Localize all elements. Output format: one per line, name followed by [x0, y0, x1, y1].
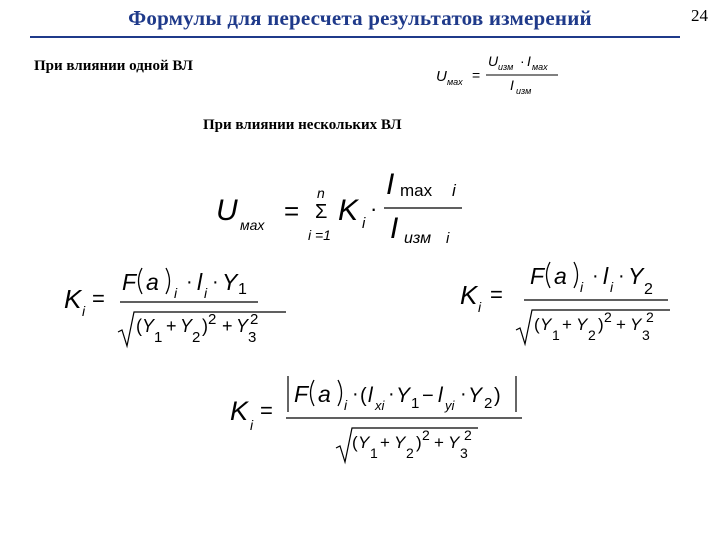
svg-text:yi: yi	[445, 398, 455, 413]
svg-text:): )	[202, 316, 208, 336]
svg-text:·: ·	[212, 271, 219, 293]
svg-text:мах: мах	[447, 77, 463, 87]
svg-text:U: U	[488, 53, 499, 69]
svg-text:K: K	[64, 284, 82, 314]
svg-text:n: n	[317, 185, 325, 201]
svg-text:1: 1	[154, 329, 163, 346]
formula-k-variant-3	[226, 370, 536, 470]
label-multiple-lines: При влиянии нескольких ВЛ	[203, 117, 402, 133]
svg-text:(: (	[534, 315, 540, 334]
svg-text:Y: Y	[448, 433, 460, 452]
svg-text:xi: xi	[375, 398, 385, 413]
svg-text:): )	[416, 433, 422, 452]
svg-text:l: l	[603, 263, 609, 289]
svg-text:+: +	[166, 316, 177, 336]
svg-text:Y: Y	[468, 384, 483, 407]
svg-text:+: +	[222, 316, 233, 336]
svg-text:(: (	[352, 433, 358, 452]
svg-text:·: ·	[460, 383, 467, 405]
formula-k-variant-2	[458, 256, 694, 351]
svg-text:l: l	[197, 269, 203, 295]
svg-text:I: I	[390, 212, 399, 245]
svg-text:): )	[494, 385, 501, 407]
svg-text:a: a	[146, 269, 159, 295]
svg-text:l: l	[438, 384, 443, 407]
svg-text:изм: изм	[498, 62, 514, 72]
svg-text:Y: Y	[396, 384, 411, 407]
svg-text:max: max	[400, 181, 433, 200]
svg-text:·: ·	[618, 265, 625, 287]
svg-text:−: −	[422, 385, 434, 407]
page-number: 24	[691, 6, 708, 25]
svg-text:F: F	[294, 381, 309, 407]
svg-text:i: i	[204, 285, 208, 301]
svg-text:Y: Y	[180, 316, 193, 336]
svg-text:): )	[598, 315, 604, 334]
svg-text:2: 2	[646, 309, 654, 325]
svg-text:i: i	[446, 230, 450, 247]
svg-text:F: F	[122, 269, 137, 295]
svg-text:2: 2	[422, 427, 430, 443]
svg-text:i: i	[478, 299, 482, 315]
svg-text:I: I	[527, 53, 531, 69]
svg-text:a: a	[318, 381, 331, 407]
svg-text:=: =	[472, 67, 481, 83]
title-underline	[30, 36, 680, 38]
svg-text:(: (	[360, 385, 367, 407]
svg-text:i: i	[344, 397, 348, 413]
svg-text:a: a	[554, 263, 567, 289]
svg-text:Y: Y	[540, 315, 552, 334]
svg-text:2: 2	[406, 445, 414, 461]
svg-text:·: ·	[592, 265, 599, 287]
svg-text:·: ·	[388, 383, 395, 405]
svg-text:2: 2	[588, 327, 596, 343]
svg-text:(: (	[136, 316, 142, 336]
svg-text:Y: Y	[236, 316, 249, 336]
svg-text:изм: изм	[404, 230, 432, 247]
svg-text:+: +	[380, 433, 390, 452]
svg-text:i: i	[452, 181, 456, 200]
svg-text:мах: мах	[240, 217, 265, 233]
svg-text:2: 2	[484, 395, 493, 412]
formula-multiple-lines	[210, 160, 480, 250]
svg-text:=: =	[92, 286, 105, 311]
svg-text:I: I	[386, 168, 395, 201]
svg-text:U: U	[436, 68, 447, 85]
svg-text:2: 2	[644, 281, 653, 298]
svg-text:мах: мах	[532, 62, 548, 72]
label-single-line: При влиянии одной ВЛ	[34, 58, 193, 74]
svg-text:i: i	[174, 285, 178, 301]
svg-text:K: K	[338, 194, 359, 227]
svg-text:1: 1	[238, 281, 247, 298]
svg-text:=: =	[284, 196, 300, 226]
svg-text:2: 2	[250, 311, 259, 328]
svg-text:=: =	[260, 398, 273, 423]
svg-text:F: F	[530, 263, 545, 289]
svg-text:Y: Y	[142, 316, 155, 336]
svg-text:1: 1	[411, 395, 420, 412]
svg-text:+: +	[434, 433, 444, 452]
svg-text:Y: Y	[576, 315, 588, 334]
svg-text:K: K	[230, 396, 249, 426]
svg-text:i: i	[250, 417, 254, 433]
svg-text:i: i	[610, 279, 614, 295]
slide-title: Формулы для пересчета результатов измерений	[128, 6, 592, 30]
svg-text:Y: Y	[394, 433, 406, 452]
svg-text:Y: Y	[222, 269, 238, 295]
svg-text:2: 2	[604, 309, 612, 325]
svg-text:i: i	[82, 303, 86, 319]
svg-text:K: K	[460, 280, 478, 310]
svg-text:i: i	[580, 279, 584, 295]
svg-text:1: 1	[370, 445, 378, 461]
svg-text:+: +	[616, 315, 626, 334]
svg-text:·: ·	[370, 196, 378, 221]
svg-text:U: U	[216, 194, 238, 227]
svg-text:i: i	[362, 215, 366, 232]
svg-text:3: 3	[248, 329, 257, 346]
svg-text:Y: Y	[630, 315, 642, 334]
svg-text:+: +	[562, 315, 572, 334]
svg-text:3: 3	[460, 445, 468, 461]
svg-text:2: 2	[208, 311, 217, 328]
svg-text:2: 2	[192, 329, 201, 346]
svg-text:·: ·	[352, 383, 359, 405]
svg-text:2: 2	[464, 427, 472, 443]
svg-text:1: 1	[552, 327, 560, 343]
svg-text:=: =	[490, 282, 503, 307]
svg-text:l: l	[368, 384, 373, 407]
formula-single-line	[430, 48, 580, 100]
svg-text:3: 3	[642, 327, 650, 343]
svg-text:Y: Y	[358, 433, 370, 452]
svg-text:I: I	[510, 77, 514, 93]
svg-text:изм: изм	[516, 86, 532, 96]
svg-text:·: ·	[520, 53, 525, 69]
svg-text:Y: Y	[628, 263, 644, 289]
formula-k-variant-1	[62, 260, 298, 355]
svg-text:i =1: i =1	[308, 227, 331, 243]
svg-text:·: ·	[186, 271, 193, 293]
svg-text:Σ: Σ	[315, 201, 328, 223]
